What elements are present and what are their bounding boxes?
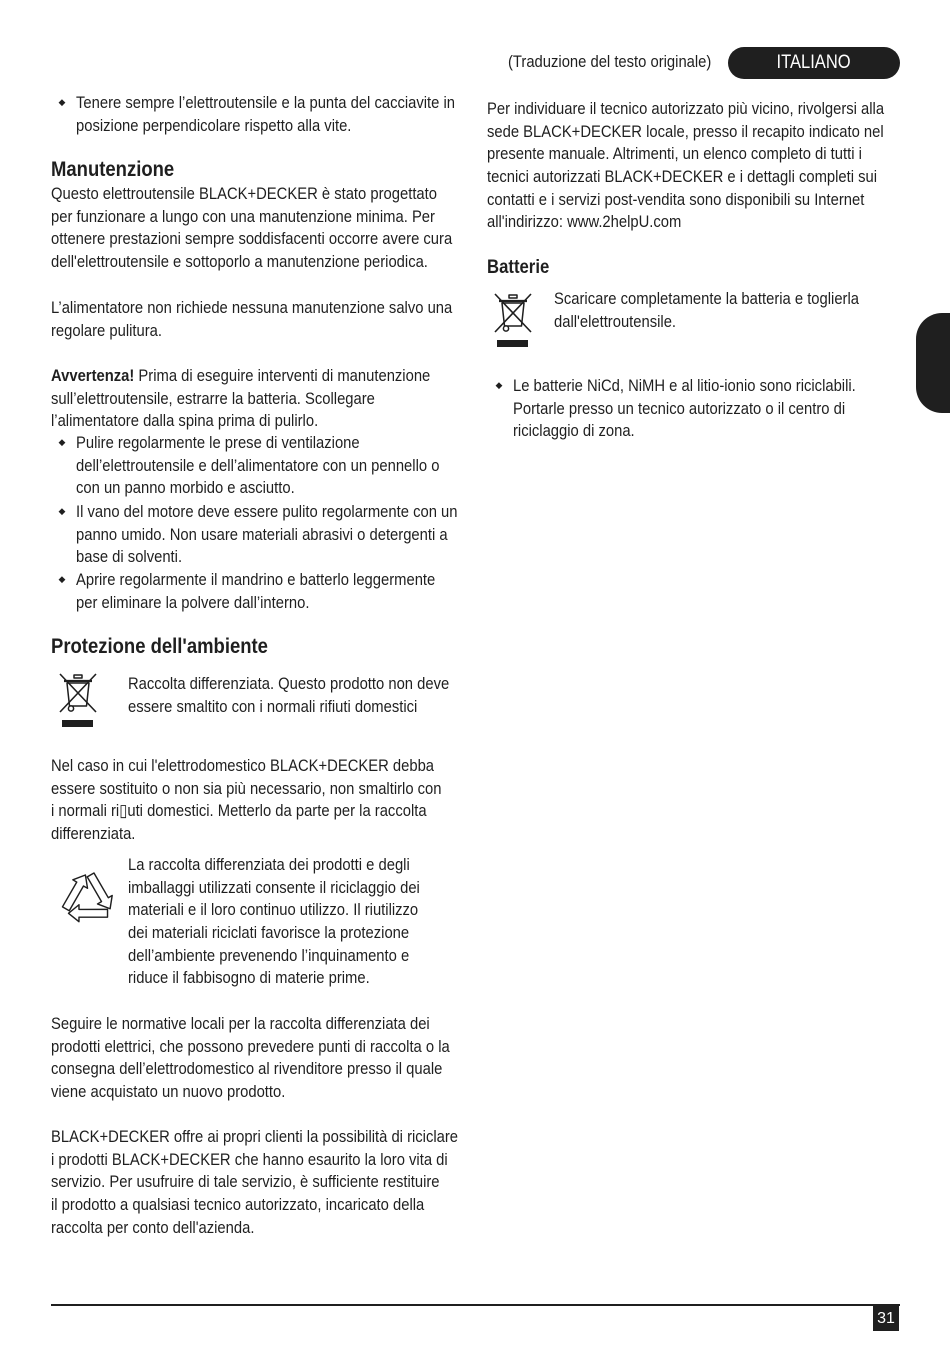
intro-bullet-line: posizione perpendicolare rispetto alla vite. bbox=[76, 115, 352, 135]
batteries-heading: Batterie bbox=[487, 257, 550, 278]
intro-bullet-line: Tenere sempre l’elettroutensile e la punta del cacciavite in bbox=[76, 93, 456, 112]
disposal-line: Nel caso in cui l'elettrodomestico BLACK+DECKER debba bbox=[51, 756, 435, 775]
disposal-line: essere sostituito o non sia più necessario, non smaltirlo con bbox=[51, 778, 442, 798]
recycling-text bbox=[128, 854, 420, 990]
disposal-line: differenziata. bbox=[51, 824, 136, 844]
maintenance-heading: Manutenzione bbox=[51, 158, 175, 181]
separate-collection-line: essere smaltito con i normali rifiuti domestici bbox=[128, 696, 418, 716]
environment-heading: Protezione dell'ambiente bbox=[51, 635, 268, 658]
maintenance-intro bbox=[51, 183, 452, 274]
translation-note bbox=[508, 51, 711, 74]
disposal-line: i normali ri▯uti domestici. Metterlo da parte per la raccolta bbox=[51, 801, 427, 821]
local-regulations-line: prodotti elettrici, che possono prevedere punti di raccolta o la bbox=[51, 1036, 450, 1056]
maintenance-intro-line: ottenere prestazioni sempre soddisfacenti occorre avere cura bbox=[51, 229, 453, 249]
bullet-line: Portarle presso un tecnico autorizzato o il centro di bbox=[513, 398, 846, 418]
side-thumb-tab bbox=[916, 313, 950, 413]
maintenance-bullet-3 bbox=[76, 569, 435, 614]
local-regulations-line: consegna dell’elettrodomestico al rivenditore presso il quale bbox=[51, 1059, 443, 1079]
battery-discharge-line: dall'elettroutensile. bbox=[554, 311, 677, 331]
recycling-line: materiali e il loro continuo utilizzo. Il riutilizzo bbox=[128, 900, 419, 920]
crossed-out-wheelie-bin-icon bbox=[491, 290, 535, 350]
power-supply-line: regolare pulitura. bbox=[51, 320, 162, 340]
battery-recycling-bullet bbox=[513, 375, 856, 443]
language-tab-label: ITALIANO bbox=[776, 52, 852, 73]
warning-line bbox=[51, 365, 430, 388]
footer-rule bbox=[51, 1304, 900, 1306]
service-centre-line: tecnici autorizzati BLACK+DECKER e i dettagli completi sui bbox=[487, 167, 878, 187]
bullet-icon: ◆ bbox=[58, 575, 66, 585]
service-centre-line: contatti e i servizi post-vendita sono disponibili su Internet bbox=[487, 189, 865, 209]
bullet-line: Pulire regolarmente le prese di ventilazione bbox=[76, 433, 360, 452]
recycling-line: dell’ambiente prevenendo l’inquinamento e bbox=[128, 945, 410, 965]
local-regulations-paragraph bbox=[51, 1013, 450, 1104]
disposal-paragraph bbox=[51, 755, 442, 846]
recycling-service-paragraph bbox=[51, 1126, 458, 1239]
bullet-line: Le batterie NiCd, NiMH e al litio-ionio sono riciclabili. bbox=[513, 376, 856, 395]
power-supply-paragraph bbox=[51, 297, 452, 342]
separate-collection-line: Raccolta differenziata. Questo prodotto non deve bbox=[128, 674, 450, 693]
warning-text: Prima di eseguire interventi di manutenzione bbox=[138, 366, 431, 385]
bullet-line: riciclaggio di zona. bbox=[513, 421, 635, 441]
recycling-icon bbox=[60, 870, 116, 926]
bullet-line: base di solventi. bbox=[76, 547, 183, 567]
maintenance-intro-line: dell'elettroutensile e sottoporlo a manutenzione periodica. bbox=[51, 252, 428, 272]
recycling-line: La raccolta differenziata dei prodotti e degli bbox=[128, 855, 410, 874]
separate-collection-text bbox=[128, 673, 449, 718]
service-centre-line: presente manuale. Altrimenti, un elenco completo di tutti i bbox=[487, 144, 862, 164]
bullet-line: con un panno morbido e asciutto. bbox=[76, 478, 295, 498]
crossed-out-wheelie-bin-icon bbox=[56, 670, 100, 730]
maintenance-bullet-1 bbox=[76, 432, 439, 500]
recycling-service-line: il prodotto a qualsiasi tecnico autorizzato, incaricato della bbox=[51, 1195, 425, 1215]
recycling-service-line: raccolta per conto dell'azienda. bbox=[51, 1217, 255, 1237]
maintenance-intro-line: per funzionare a lungo con una manutenzione minima. Per bbox=[51, 206, 435, 226]
warning-label: Avvertenza! bbox=[51, 366, 135, 385]
recycling-line: dei materiali riciclati favorisce la protezione bbox=[128, 923, 410, 943]
service-centre-line: sede BLACK+DECKER locale, presso il recapito indicato nel bbox=[487, 121, 884, 141]
bullet-icon: ◆ bbox=[58, 98, 66, 108]
maintenance-bullet-2 bbox=[76, 501, 457, 569]
bullet-icon: ◆ bbox=[495, 381, 503, 391]
bullet-icon: ◆ bbox=[58, 507, 66, 517]
battery-discharge-line: Scaricare completamente la batteria e toglierla bbox=[554, 289, 860, 308]
recycling-service-line: BLACK+DECKER offre ai propri clienti la possibilità di riciclare bbox=[51, 1127, 459, 1146]
translation-note-text: (Traduzione del testo originale) bbox=[508, 52, 712, 71]
local-regulations-line: viene acquistato un nuovo prodotto. bbox=[51, 1082, 286, 1102]
warning-line: l’alimentatore dalla spina prima di pulirlo. bbox=[51, 411, 319, 431]
service-centre-paragraph bbox=[487, 98, 884, 234]
bullet-line: Aprire regolarmente il mandrino e batterlo leggermente bbox=[76, 570, 436, 589]
language-tab bbox=[728, 47, 900, 79]
maintenance-intro-line: Questo elettroutensile BLACK+DECKER è stato progettato bbox=[51, 184, 437, 203]
bullet-line: panno umido. Non usare materiali abrasivi o detergenti a bbox=[76, 524, 448, 544]
recycling-line: riduce il fabbisogno di materie prime. bbox=[128, 968, 370, 988]
warning-line: sull’elettroutensile, estrarre la batteria. Scollegare bbox=[51, 388, 375, 408]
local-regulations-line: Seguire le normative locali per la raccolta differenziata dei bbox=[51, 1014, 430, 1033]
bullet-line: per eliminare la polvere dall’interno. bbox=[76, 592, 310, 612]
maintenance-warning bbox=[51, 365, 430, 433]
bullet-line: dell’elettroutensile e dell’alimentatore con un pennello o bbox=[76, 455, 440, 475]
power-supply-line: L’alimentatore non richiede nessuna manutenzione salvo una bbox=[51, 298, 453, 317]
recycling-line: imballaggi utilizzati consente il riciclaggio dei bbox=[128, 877, 420, 897]
recycling-service-line: servizio. Per usufruire di tale servizio, è sufficiente restituire bbox=[51, 1172, 440, 1192]
battery-discharge-text bbox=[554, 288, 859, 333]
page-number: 31 bbox=[873, 1306, 899, 1331]
bullet-icon: ◆ bbox=[58, 438, 66, 448]
intro-bullet bbox=[76, 92, 455, 137]
service-centre-line: Per individuare il tecnico autorizzato più vicino, rivolgersi alla bbox=[487, 99, 885, 118]
recycling-service-line: i prodotti BLACK+DECKER che hanno esaurito la loro vita di bbox=[51, 1149, 448, 1169]
bullet-line: Il vano del motore deve essere pulito regolarmente con un bbox=[76, 502, 458, 521]
service-centre-line: all'indirizzo: www.2helpU.com bbox=[487, 212, 682, 232]
